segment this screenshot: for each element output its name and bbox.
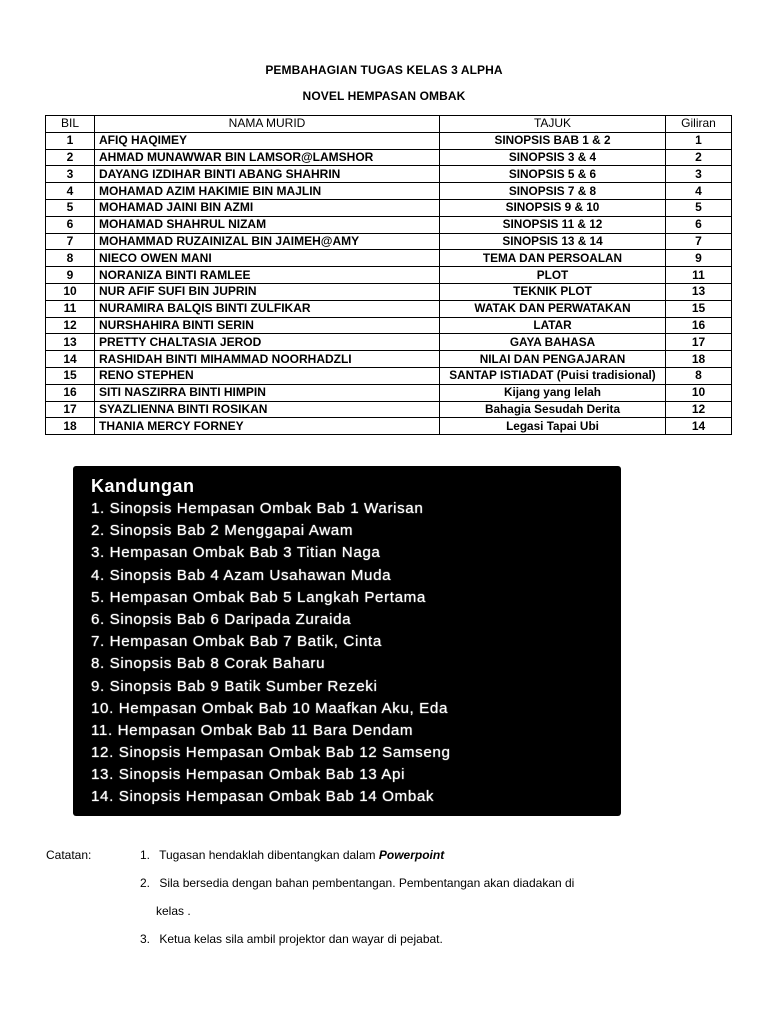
table-row: [46, 267, 732, 284]
table-row: [46, 367, 732, 384]
note-item-3: [140, 932, 443, 946]
cell-nama-murid: DAYANG IZDIHAR BINTI ABANG SHAHRIN: [95, 166, 440, 183]
table-row: [46, 401, 732, 418]
contents-item: 6. Sinopsis Bab 6 Daripada Zuraida: [91, 610, 352, 628]
cell-giliran: 11: [666, 267, 732, 284]
cell-nama-murid: PRETTY CHALTASIA JEROD: [95, 334, 440, 351]
cell-bil: 10: [46, 283, 95, 300]
cell-nama-murid: RENO STEPHEN: [95, 367, 440, 384]
table-row: [46, 334, 732, 351]
table-header-row: [46, 116, 732, 133]
cell-giliran: 10: [666, 384, 732, 401]
cell-nama-murid: NURSHAHIRA BINTI SERIN: [95, 317, 440, 334]
cell-nama-murid: NORANIZA BINTI RAMLEE: [95, 267, 440, 284]
note-item-2: [140, 876, 574, 890]
cell-nama-murid: SITI NASZIRRA BINTI HIMPIN: [95, 384, 440, 401]
cell-nama-murid: MOHAMAD AZIM HAKIMIE BIN MAJLIN: [95, 183, 440, 200]
contents-item: 3. Hempasan Ombak Bab 3 Titian Naga: [91, 544, 381, 562]
table-body: [46, 132, 732, 434]
header-giliran: Giliran: [666, 116, 732, 133]
table-row: [46, 250, 732, 267]
note-item-1: [140, 848, 444, 862]
cell-bil: 13: [46, 334, 95, 351]
cell-giliran: 12: [666, 401, 732, 418]
cell-bil: 9: [46, 267, 95, 284]
table-row: [46, 216, 732, 233]
cell-bil: 15: [46, 367, 95, 384]
note-number: 3.: [140, 932, 151, 946]
cell-tajuk: LATAR: [440, 317, 666, 334]
contents-item: 4. Sinopsis Bab 4 Azam Usahawan Muda: [91, 566, 392, 584]
note-number: 1.: [140, 848, 151, 862]
cell-giliran: 3: [666, 166, 732, 183]
cell-tajuk: SINOPSIS 13 & 14: [440, 233, 666, 250]
cell-tajuk: TEMA DAN PERSOALAN: [440, 250, 666, 267]
note-text: Tugasan hendaklah dibentangkan dalam: [159, 848, 376, 862]
cell-bil: 5: [46, 199, 95, 216]
cell-tajuk: Bahagia Sesudah Derita: [440, 401, 666, 418]
note-item-2-continuation: kelas .: [156, 904, 191, 918]
contents-item: 11. Hempasan Ombak Bab 11 Bara Dendam: [91, 721, 414, 739]
novel-title: NOVEL HEMPASAN OMBAK: [302, 89, 466, 103]
cell-bil: 17: [46, 401, 95, 418]
cell-giliran: 15: [666, 300, 732, 317]
cell-giliran: 8: [666, 367, 732, 384]
table-row: [46, 132, 732, 149]
contents-item: 1. Sinopsis Hempasan Ombak Bab 1 Warisan: [91, 500, 424, 517]
cell-tajuk: SINOPSIS 3 & 4: [440, 149, 666, 166]
cell-tajuk: Legasi Tapai Ubi: [440, 418, 666, 435]
cell-nama-murid: AFIQ HAQIMEY: [95, 132, 440, 149]
cell-bil: 1: [46, 132, 95, 149]
cell-bil: 7: [46, 233, 95, 250]
cell-tajuk: Kijang yang lelah: [440, 384, 666, 401]
cell-bil: 6: [46, 216, 95, 233]
table-row: [46, 183, 732, 200]
cell-giliran: 7: [666, 233, 732, 250]
header-bil: BIL: [46, 116, 95, 133]
cell-tajuk: SINOPSIS 9 & 10: [440, 199, 666, 216]
cell-tajuk: PLOT: [440, 267, 666, 284]
notes-label: Catatan:: [46, 848, 92, 862]
cell-giliran: 5: [666, 199, 732, 216]
table-row: [46, 233, 732, 250]
cell-tajuk: WATAK DAN PERWATAKAN: [440, 300, 666, 317]
contents-item: 7. Hempasan Ombak Bab 7 Batik, Cinta: [91, 633, 382, 651]
cell-nama-murid: MOHAMAD JAINI BIN AZMI: [95, 199, 440, 216]
note-text: Ketua kelas sila ambil projektor dan wayar di pejabat.: [159, 932, 443, 946]
cell-giliran: 16: [666, 317, 732, 334]
cell-nama-murid: MOHAMAD SHAHRUL NIZAM: [95, 216, 440, 233]
note-number: 2.: [140, 876, 151, 890]
cell-giliran: 9: [666, 250, 732, 267]
cell-nama-murid: THANIA MERCY FORNEY: [95, 418, 440, 435]
contents-item: 10. Hempasan Ombak Bab 10 Maafkan Aku, Eda: [91, 699, 448, 717]
contents-item: 13. Sinopsis Hempasan Ombak Bab 13 Api: [91, 766, 406, 784]
header-nama-murid: NAMA MURID: [95, 116, 440, 133]
cell-giliran: 13: [666, 283, 732, 300]
cell-nama-murid: NURAMIRA BALQIS BINTI ZULFIKAR: [95, 300, 440, 317]
cell-nama-murid: NUR AFIF SUFI BIN JUPRIN: [95, 283, 440, 300]
cell-bil: 11: [46, 300, 95, 317]
cell-tajuk: SINOPSIS 11 & 12: [440, 216, 666, 233]
cell-giliran: 14: [666, 418, 732, 435]
cell-giliran: 17: [666, 334, 732, 351]
cell-bil: 2: [46, 149, 95, 166]
contents-heading: Kandungan: [91, 476, 195, 496]
cell-bil: 4: [46, 183, 95, 200]
cell-nama-murid: RASHIDAH BINTI MIHAMMAD NOORHADZLI: [95, 351, 440, 368]
note-emphasis: Powerpoint: [378, 848, 445, 862]
table-row: [46, 384, 732, 401]
table-row: [46, 199, 732, 216]
cell-nama-murid: NIECO OWEN MANI: [95, 250, 440, 267]
table-row: [46, 149, 732, 166]
table-row: [46, 300, 732, 317]
cell-bil: 18: [46, 418, 95, 435]
note-text: Sila bersedia dengan bahan pembentangan. Pembentangan akan diadakan di: [159, 876, 575, 890]
cell-giliran: 6: [666, 216, 732, 233]
table-row: [46, 283, 732, 300]
cell-giliran: 1: [666, 132, 732, 149]
cell-tajuk: SINOPSIS 7 & 8: [440, 183, 666, 200]
cell-nama-murid: SYAZLIENNA BINTI ROSIKAN: [95, 401, 440, 418]
cell-giliran: 2: [666, 149, 732, 166]
cell-nama-murid: MOHAMMAD RUZAINIZAL BIN JAIMEH@AMY: [95, 233, 440, 250]
table-row: [46, 418, 732, 435]
table-row: [46, 317, 732, 334]
contents-item: 5. Hempasan Ombak Bab 5 Langkah Pertama: [91, 588, 426, 606]
document-title: PEMBAHAGIAN TUGAS KELAS 3 ALPHA: [265, 63, 503, 77]
contents-item: 9. Sinopsis Bab 9 Batik Sumber Rezeki: [91, 677, 378, 695]
cell-giliran: 4: [666, 183, 732, 200]
cell-tajuk: SANTAP ISTIADAT (Puisi tradisional): [440, 367, 666, 384]
cell-tajuk: GAYA BAHASA: [440, 334, 666, 351]
cell-tajuk: NILAI DAN PENGAJARAN: [440, 351, 666, 368]
contents-item: 8. Sinopsis Bab 8 Corak Baharu: [91, 655, 326, 673]
contents-panel: [73, 466, 621, 816]
cell-bil: 16: [46, 384, 95, 401]
header-tajuk: TAJUK: [440, 116, 666, 133]
cell-bil: 8: [46, 250, 95, 267]
cell-tajuk: SINOPSIS 5 & 6: [440, 166, 666, 183]
cell-bil: 12: [46, 317, 95, 334]
contents-item: 14. Sinopsis Hempasan Ombak Bab 14 Ombak: [91, 788, 435, 806]
cell-bil: 14: [46, 351, 95, 368]
contents-item: 12. Sinopsis Hempasan Ombak Bab 12 Samseng: [91, 744, 451, 762]
cell-giliran: 18: [666, 351, 732, 368]
table-row: [46, 351, 732, 368]
contents-list: [91, 498, 621, 809]
task-table: [45, 115, 732, 435]
cell-tajuk: TEKNIK PLOT: [440, 283, 666, 300]
cell-tajuk: SINOPSIS BAB 1 & 2: [440, 132, 666, 149]
contents-item: 2. Sinopsis Bab 2 Menggapai Awam: [91, 522, 354, 540]
table-row: [46, 166, 732, 183]
cell-nama-murid: AHMAD MUNAWWAR BIN LAMSOR@LAMSHOR: [95, 149, 440, 166]
cell-bil: 3: [46, 166, 95, 183]
